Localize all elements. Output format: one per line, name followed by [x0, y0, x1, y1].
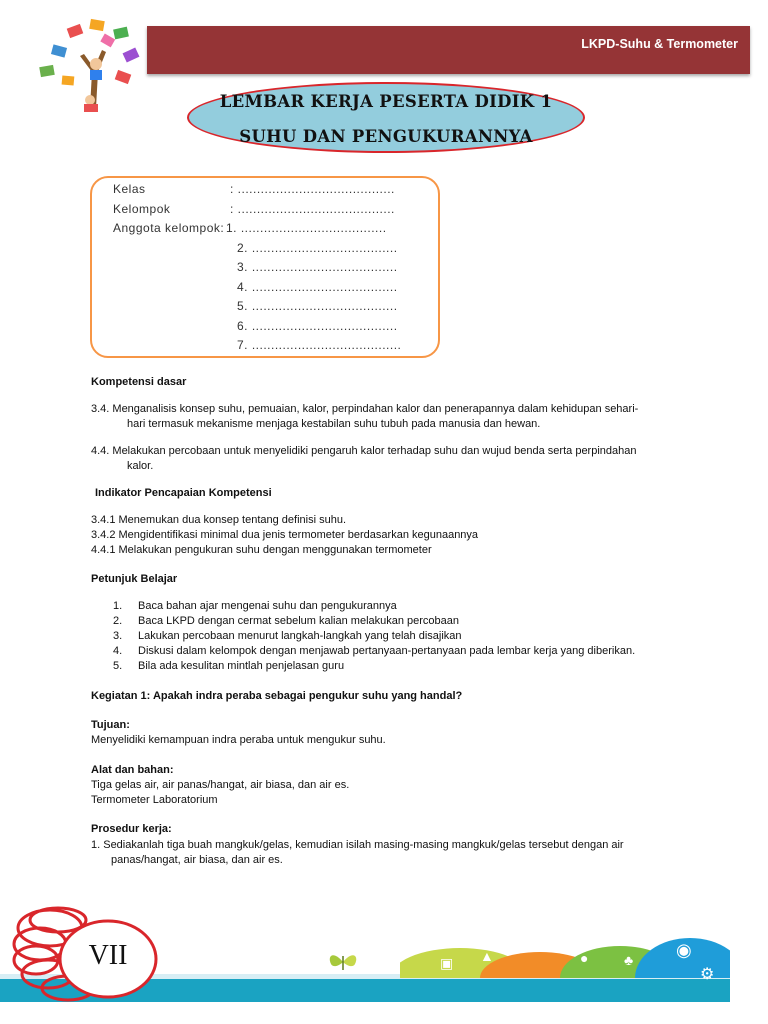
kompetensi-heading: Kompetensi dasar — [91, 376, 187, 388]
petunjuk-num: 5. — [113, 660, 123, 672]
petunjuk-item: Baca bahan ajar mengenai suhu dan pengukurannya — [138, 600, 397, 612]
prosedur-step-line1: 1. Sediakanlah tiga buah mangkuk/gelas, kemudian isilah masing-masing mangkuk/gelas tersebut dengan air — [91, 839, 624, 851]
grade-label: VII — [88, 940, 128, 971]
petunjuk-num: 4. — [113, 645, 123, 657]
indikator-item: 3.4.2 Mengidentifikasi minimal dua jenis termometer berdasarkan kegunaannya — [91, 529, 479, 541]
petunjuk-item: Lakukan percobaan menurut langkah-langkah yang telah disajikan — [138, 630, 462, 642]
petunjuk-heading: Petunjuk Belajar — [91, 573, 178, 585]
prosedur-heading: Prosedur kerja: — [91, 823, 172, 835]
anggota-member-2: 2. ...................................... — [237, 241, 398, 255]
header-bar — [147, 26, 750, 74]
kd-3-4-line2: hari termasuk mekanisme menjaga kestabilan suhu tubuh pada manusia dan hewan. — [127, 418, 541, 430]
kd-4-4-line1: 4.4. Melakukan percobaan untuk menyelidiki pengaruh kalor terhadap suhu dan wujud benda serta perpindahan — [91, 445, 637, 457]
title-line-2: SUHU DAN PENGUKURANNYA — [239, 127, 533, 146]
tujuan-heading: Tujuan: — [91, 719, 130, 731]
indikator-heading: Indikator Pencapaian Kompetensi — [95, 487, 272, 499]
petunjuk-num: 2. — [113, 615, 123, 627]
computer-icon: ▣ — [440, 955, 454, 971]
kegiatan-heading: Kegiatan 1: Apakah indra peraba sebagai pengukur suhu yang handal? — [91, 690, 463, 702]
alat-item: Tiga gelas air, air panas/hangat, air biasa, dan air es. — [91, 779, 350, 791]
kelas-label: Kelas — [113, 182, 146, 196]
indikator-item: 3.4.1 Menemukan dua konsep tentang definisi suhu. — [91, 514, 347, 526]
anggota-member-6: 6. ...................................... — [237, 319, 398, 333]
anggota-label: Anggota kelompok: — [113, 221, 225, 235]
header-label: LKPD-Suhu & Termometer — [581, 37, 738, 51]
kd-4-4-line2: kalor. — [127, 460, 154, 472]
alat-item: Termometer Laboratorium — [91, 794, 218, 806]
globe-icon: ◉ — [676, 940, 692, 960]
petunjuk-item: Diskusi dalam kelompok dengan menjawab pertanyaan-pertanyaan pada lembar kerja yang diberikan. — [138, 645, 636, 657]
anggota-member-1: 1. ...................................... — [226, 221, 387, 235]
kd-3-4-line1: 3.4. Menganalisis konsep suhu, pemuaian, kalor, perpindahan kalor dan penerapannya dalam kehidupan sehari- — [91, 403, 639, 415]
alat-heading: Alat dan bahan: — [91, 764, 174, 776]
petunjuk-num: 1. — [113, 600, 123, 612]
gear-icon: ⚙ — [700, 966, 715, 983]
butterfly-icon — [325, 950, 361, 974]
prosedur-step-line2: panas/hangat, air biasa, dan air es. — [111, 854, 283, 866]
kelompok-label: Kelompok — [113, 202, 171, 216]
petunjuk-item: Baca LKPD dengan cermat sebelum kalian melakukan percobaan — [138, 615, 460, 627]
kelompok-field: : ......................................... — [230, 202, 395, 216]
kelas-field: : ......................................... — [230, 182, 395, 196]
rocket-icon: ▲ — [480, 948, 494, 964]
title-line-1: LEMBAR KERJA PESERTA DIDIK 1 — [219, 92, 553, 111]
tree-books-logo-icon — [32, 16, 150, 112]
anggota-member-5: 5. ...................................... — [237, 299, 398, 313]
petunjuk-item: Bila ada kesulitan mintlah penjelasan guru — [138, 660, 345, 672]
apple-icon: ● — [580, 950, 589, 966]
indikator-item: 4.4.1 Melakukan pengukuran suhu dengan menggunakan termometer — [91, 544, 432, 556]
leaf-icon: ♣ — [624, 952, 634, 968]
anggota-member-4: 4. ...................................... — [237, 280, 398, 294]
tujuan-text: Menyelidiki kemampuan indra peraba untuk mengukur suhu. — [91, 734, 386, 746]
anggota-member-3: 3. ...................................... — [237, 260, 398, 274]
anggota-member-7: 7. ....................................... — [237, 338, 402, 352]
petunjuk-num: 3. — [113, 630, 123, 642]
